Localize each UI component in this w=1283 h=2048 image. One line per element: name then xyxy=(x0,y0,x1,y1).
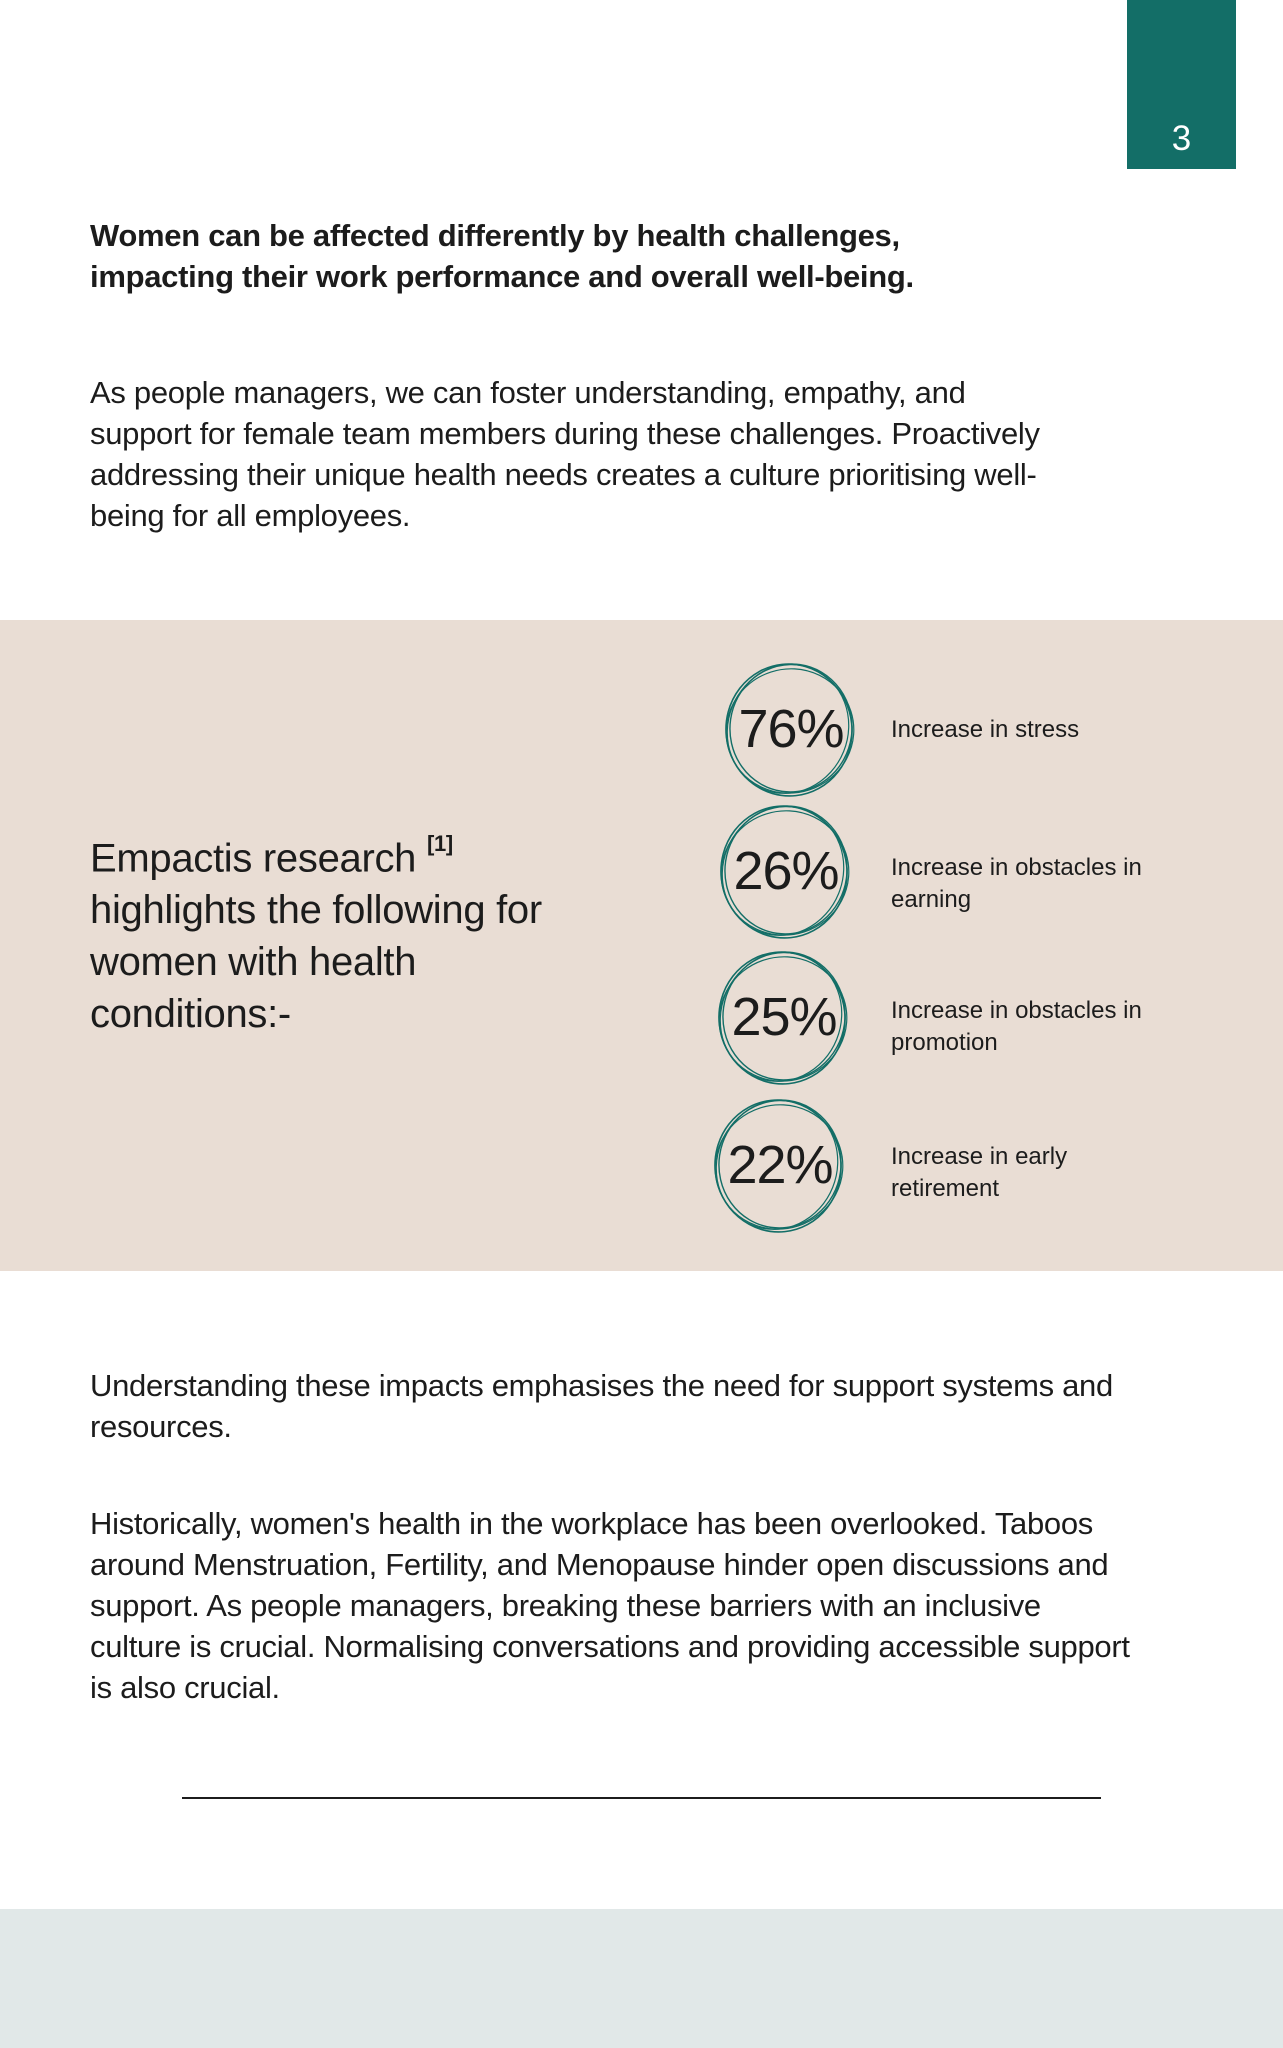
stat-label: Increase in early retirement xyxy=(891,1143,1068,1202)
stat-circle-3 xyxy=(716,948,852,1086)
stat-label: Increase in obstacles in earning xyxy=(891,854,1142,913)
body-paragraph-1: Understanding these impacts emphasises the need for support systems and resources. xyxy=(90,1368,1113,1444)
stat-circle-4 xyxy=(712,1096,848,1234)
research-heading-lead: Empactis research xyxy=(90,836,417,881)
research-heading xyxy=(90,824,550,1040)
body-paragraph-2: Historically, women's health in the workplace has been overlooked. Taboos around Menstruation, Fertility, and Menopause hinder open discussions and support. As people managers, breaking these barriers with an inclusive culture is crucial. Normalising conversations and providing accessible support is also crucial. xyxy=(90,1506,1130,1705)
intro-heading: Women can be affected differently by health challenges, impacting their work performance and overall well-being. xyxy=(90,218,914,294)
research-heading-rest: highlights the following for women with health conditions:- xyxy=(90,888,542,1037)
stat-value: 76% xyxy=(738,699,844,759)
stat-label: Increase in obstacles in promotion xyxy=(891,997,1142,1056)
footer-band xyxy=(0,1909,1283,2048)
stat-value: 25% xyxy=(731,987,837,1047)
intro-paragraph: As people managers, we can foster understanding, empathy, and support for female team members during these challenges. Proactively addressing their unique health needs creates a culture prioritising well-being for all employees. xyxy=(90,375,1040,533)
page-number-tab xyxy=(1127,0,1236,169)
stat-circle-2 xyxy=(718,802,854,940)
divider-line xyxy=(182,1797,1101,1799)
stat-value: 26% xyxy=(733,841,839,901)
stat-value: 22% xyxy=(727,1135,833,1195)
stat-circle-1 xyxy=(723,660,859,798)
citation-marker: [1] xyxy=(426,831,453,856)
stat-label: Increase in stress xyxy=(891,716,1080,743)
page-number: 3 xyxy=(1171,119,1192,158)
